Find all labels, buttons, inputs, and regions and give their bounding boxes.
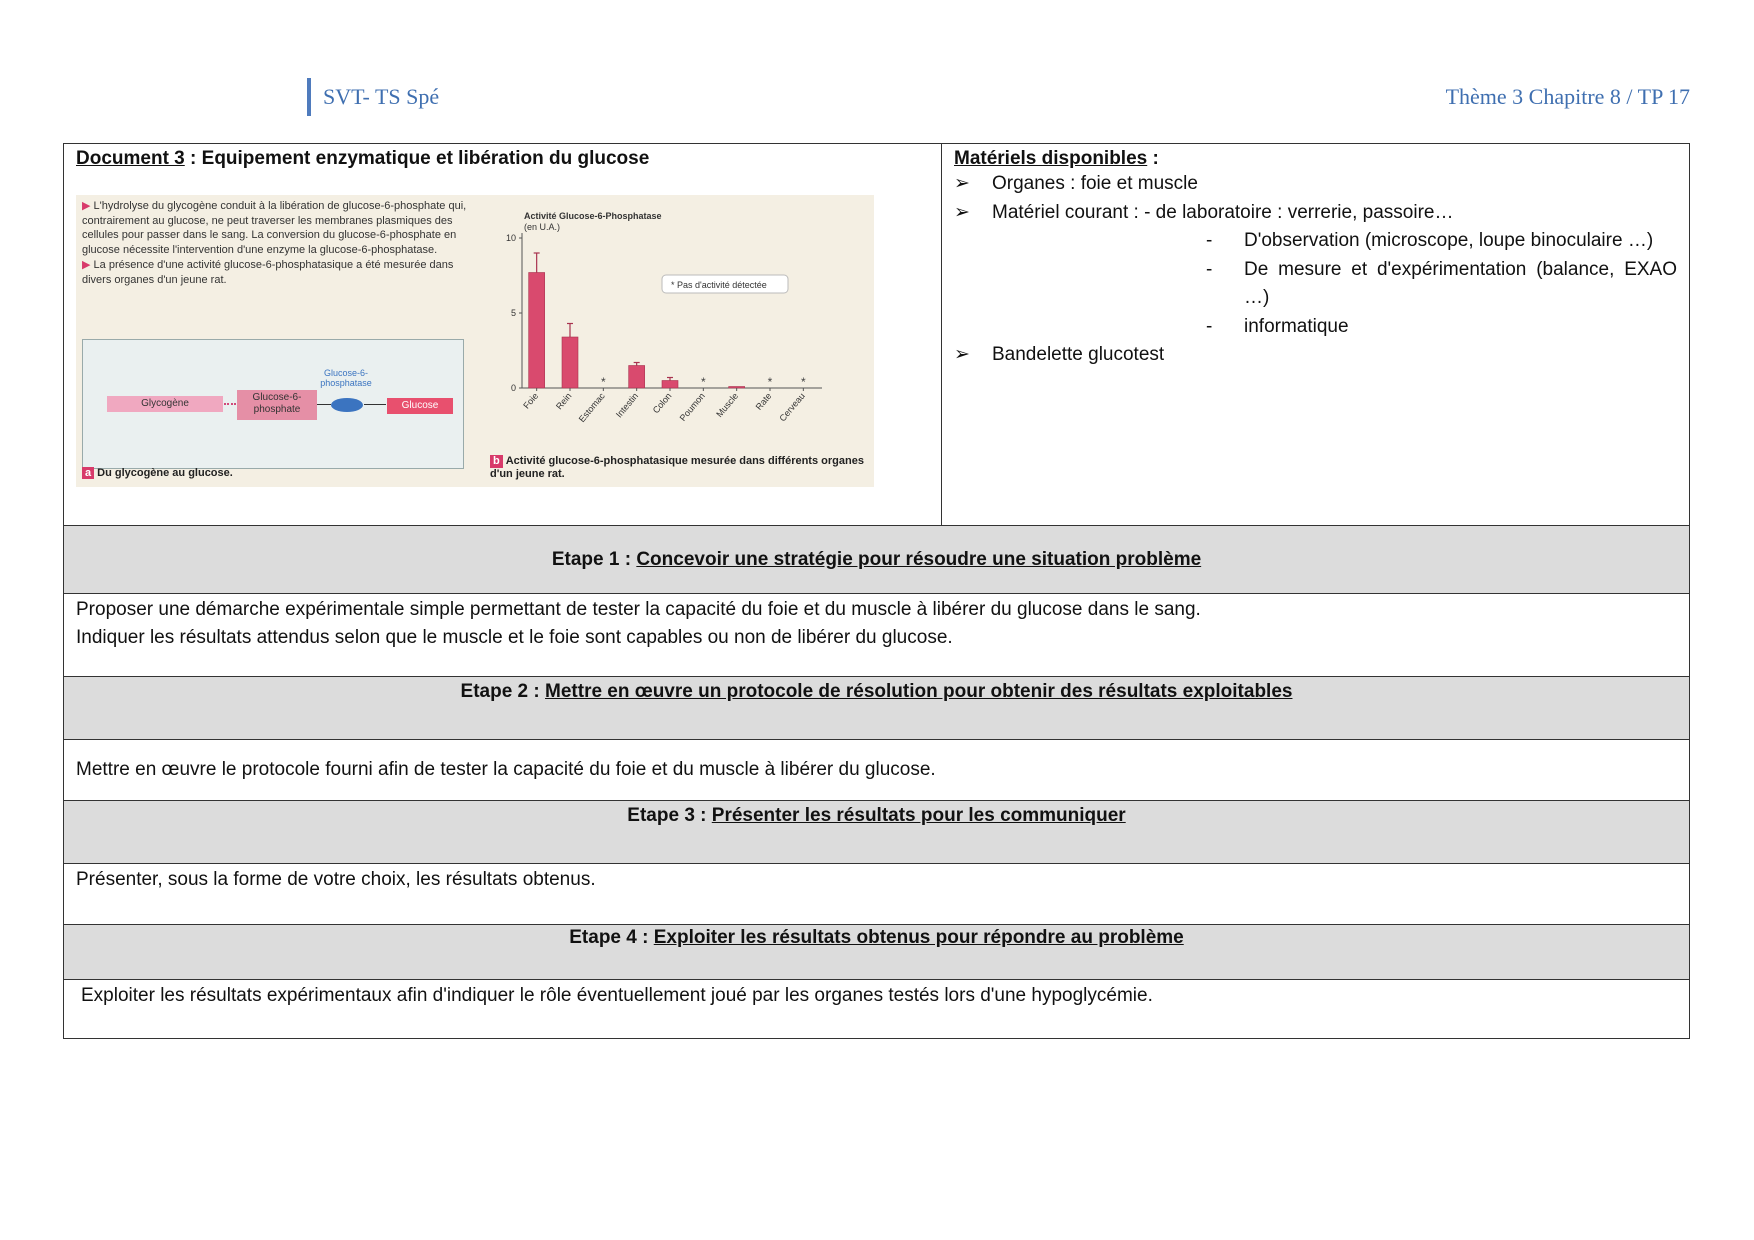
figure-paragraph-2: La présence d'une activité glucose-6-phosphatasique a été mesurée dans divers organes d'un jeune rat.: [82, 259, 454, 286]
chart-title: Activité Glucose-6-Phosphatase: [524, 211, 662, 221]
arrow-line: [317, 404, 331, 405]
x-tick-label: Poumon: [677, 390, 707, 423]
etape1-title: Concevoir une stratégie pour résoudre une situation problème: [636, 548, 1202, 570]
list-item: - D'observation (microscope, loupe binoculaire …): [1206, 230, 1654, 251]
materiel-sub-1: D'observation (microscope, loupe binoculaire …): [1244, 230, 1654, 251]
bar-muscle: [729, 387, 745, 389]
diagram-glucose: Glucose: [387, 398, 453, 414]
etape4-body: [64, 980, 1690, 1039]
document-title-text: Equipement enzymatique et libération du glucose: [201, 148, 650, 169]
legend-text: * Pas d'activité détectée: [671, 280, 767, 290]
dotted-arrow: [224, 403, 236, 405]
diagram-g6p: Glucose-6-phosphate: [237, 390, 317, 420]
materiel-item-2: Matériel courant : - de laboratoire : verrerie, passoire…: [992, 201, 1454, 223]
chart-caption-text: Activité glucose-6-phosphatasique mesurée dans différents organes d'un jeune rat.: [490, 455, 864, 480]
diagram-panel: [82, 339, 464, 469]
x-tick-label: Rate: [753, 390, 774, 412]
chart-caption: [490, 455, 874, 481]
materiels-cell: [942, 144, 1690, 526]
bar-foie: [529, 273, 545, 389]
etape2-label: Etape 2 :: [460, 681, 546, 702]
diagram-enzyme-label: Glucose-6-phosphatase: [320, 368, 372, 388]
bullet-triangle-icon: ▶: [82, 259, 91, 271]
arrow-bullet-icon: ➢: [954, 201, 970, 223]
etape2-title: Mettre en œuvre un protocole de résolution pour obtenir des résultats exploitables: [545, 681, 1293, 702]
bullet-triangle-icon: ▶: [82, 200, 91, 212]
not-detected-mark: *: [800, 375, 806, 389]
materiel-item-3: Bandelette glucotest: [992, 344, 1165, 365]
etape3-label: Etape 3 :: [627, 805, 712, 826]
materiel-sub-3: informatique: [1244, 315, 1349, 337]
document-title-sep: :: [184, 148, 202, 169]
x-tick-label: Rein: [553, 390, 574, 412]
list-item: - informatique: [1206, 315, 1349, 337]
materiel-sub-2: De mesure et d'expérimentation (balance, EXAO …): [1244, 258, 1677, 308]
enzyme-shape: [331, 398, 363, 412]
etape2-header: [64, 677, 1690, 740]
arrow-bullet-icon: ➢: [954, 173, 970, 194]
diagram-caption: [82, 467, 233, 479]
document-label: Document 3: [76, 148, 185, 169]
not-detected-mark: *: [700, 375, 706, 389]
etape1-header: [64, 526, 1690, 594]
materiels-title-text: Matériels disponibles: [954, 148, 1148, 169]
x-tick-label: Foie: [521, 390, 541, 411]
bar-colon: [662, 381, 678, 389]
etape4-title: Exploiter les résultats obtenus pour répondre au problème: [653, 927, 1184, 948]
etape1-line2: Indiquer les résultats attendus selon que le muscle et le foie sont capables ou non de libérer du glucose.: [76, 627, 953, 648]
list-item: [954, 170, 1677, 199]
not-detected-mark: *: [767, 375, 773, 389]
document-figure: [76, 195, 874, 487]
document-cell: [64, 144, 942, 526]
worksheet-table: [63, 143, 1690, 1039]
document-title: [76, 148, 929, 170]
list-item: - De mesure et d'expérimentation (balance, EXAO …): [1206, 258, 1677, 308]
etape4-text: Exploiter les résultats expérimentaux afin d'indiquer le rôle éventuellement joué par les organes testés lors d'une hypoglycémie.: [81, 985, 1153, 1006]
x-tick-label: Estomac: [576, 390, 607, 425]
y-tick-label: 0: [510, 383, 516, 393]
materiels-list: [954, 170, 1677, 370]
not-detected-mark: *: [600, 375, 606, 389]
header-subject: SVT- TS Spé: [307, 78, 439, 116]
materiels-title-suffix: :: [1147, 148, 1159, 169]
figure-text: [82, 199, 472, 288]
etape1-label: Etape 1 :: [551, 548, 637, 570]
etape1-body: [64, 594, 1690, 677]
diagram-glycogene: Glycogène: [107, 396, 223, 412]
materiels-title: [954, 148, 1677, 170]
phosphatase-chart: [486, 203, 866, 455]
diagram-caption-text: Du glycogène au glucose.: [97, 467, 233, 479]
materiel-item-1: Organes : foie et muscle: [992, 173, 1198, 194]
etape2-body: [64, 740, 1690, 801]
etape3-title: Présenter les résultats pour les communiquer: [711, 805, 1126, 826]
etape3-header: [64, 801, 1690, 864]
etape3-text: Présenter, sous la forme de votre choix, les résultats obtenus.: [76, 869, 596, 890]
arrow-bullet-icon: ➢: [954, 344, 970, 365]
list-item: [954, 341, 1677, 370]
etape2-text: Mettre en œuvre le protocole fourni afin de tester la capacité du foie et du muscle à libérer du glucose.: [76, 759, 936, 780]
header-chapter: Thème 3 Chapitre 8 / TP 17: [1445, 84, 1690, 109]
etape4-label: Etape 4 :: [569, 927, 654, 948]
figure-paragraph-1: L'hydrolyse du glycogène conduit à la libération de glucose-6-phosphate qui, contrairement au glucose, ne peut traverser les membranes plasmiques des cellules pour passer dans le sang. La conversion du glucose-6-phosphate en glucose nécessite l'intervention d'une enzyme la glucose-6-phosphatase.: [82, 200, 467, 256]
materiel-sub-list: [992, 227, 1677, 341]
x-tick-label: Colon: [650, 390, 674, 416]
panel-letter-b: b: [490, 455, 503, 468]
list-item: [954, 199, 1677, 342]
y-tick-label: 10: [505, 233, 516, 243]
arrow-line: [364, 404, 386, 405]
chart-ylabel: (en U.A.): [524, 222, 561, 232]
bar-rein: [562, 337, 578, 388]
panel-letter-a: a: [82, 467, 94, 479]
etape1-line1: Proposer une démarche expérimentale simple permettant de tester la capacité du foie et du muscle à libérer du glucose dans le sang.: [76, 599, 1201, 620]
bar-intestin: [629, 366, 645, 389]
x-tick-label: Cerveau: [777, 390, 807, 424]
x-tick-label: Intestin: [613, 390, 641, 420]
etape4-header: [64, 925, 1690, 980]
x-tick-label: Muscle: [714, 390, 741, 420]
etape3-body: [64, 864, 1690, 925]
y-tick-label: 5: [510, 308, 516, 318]
